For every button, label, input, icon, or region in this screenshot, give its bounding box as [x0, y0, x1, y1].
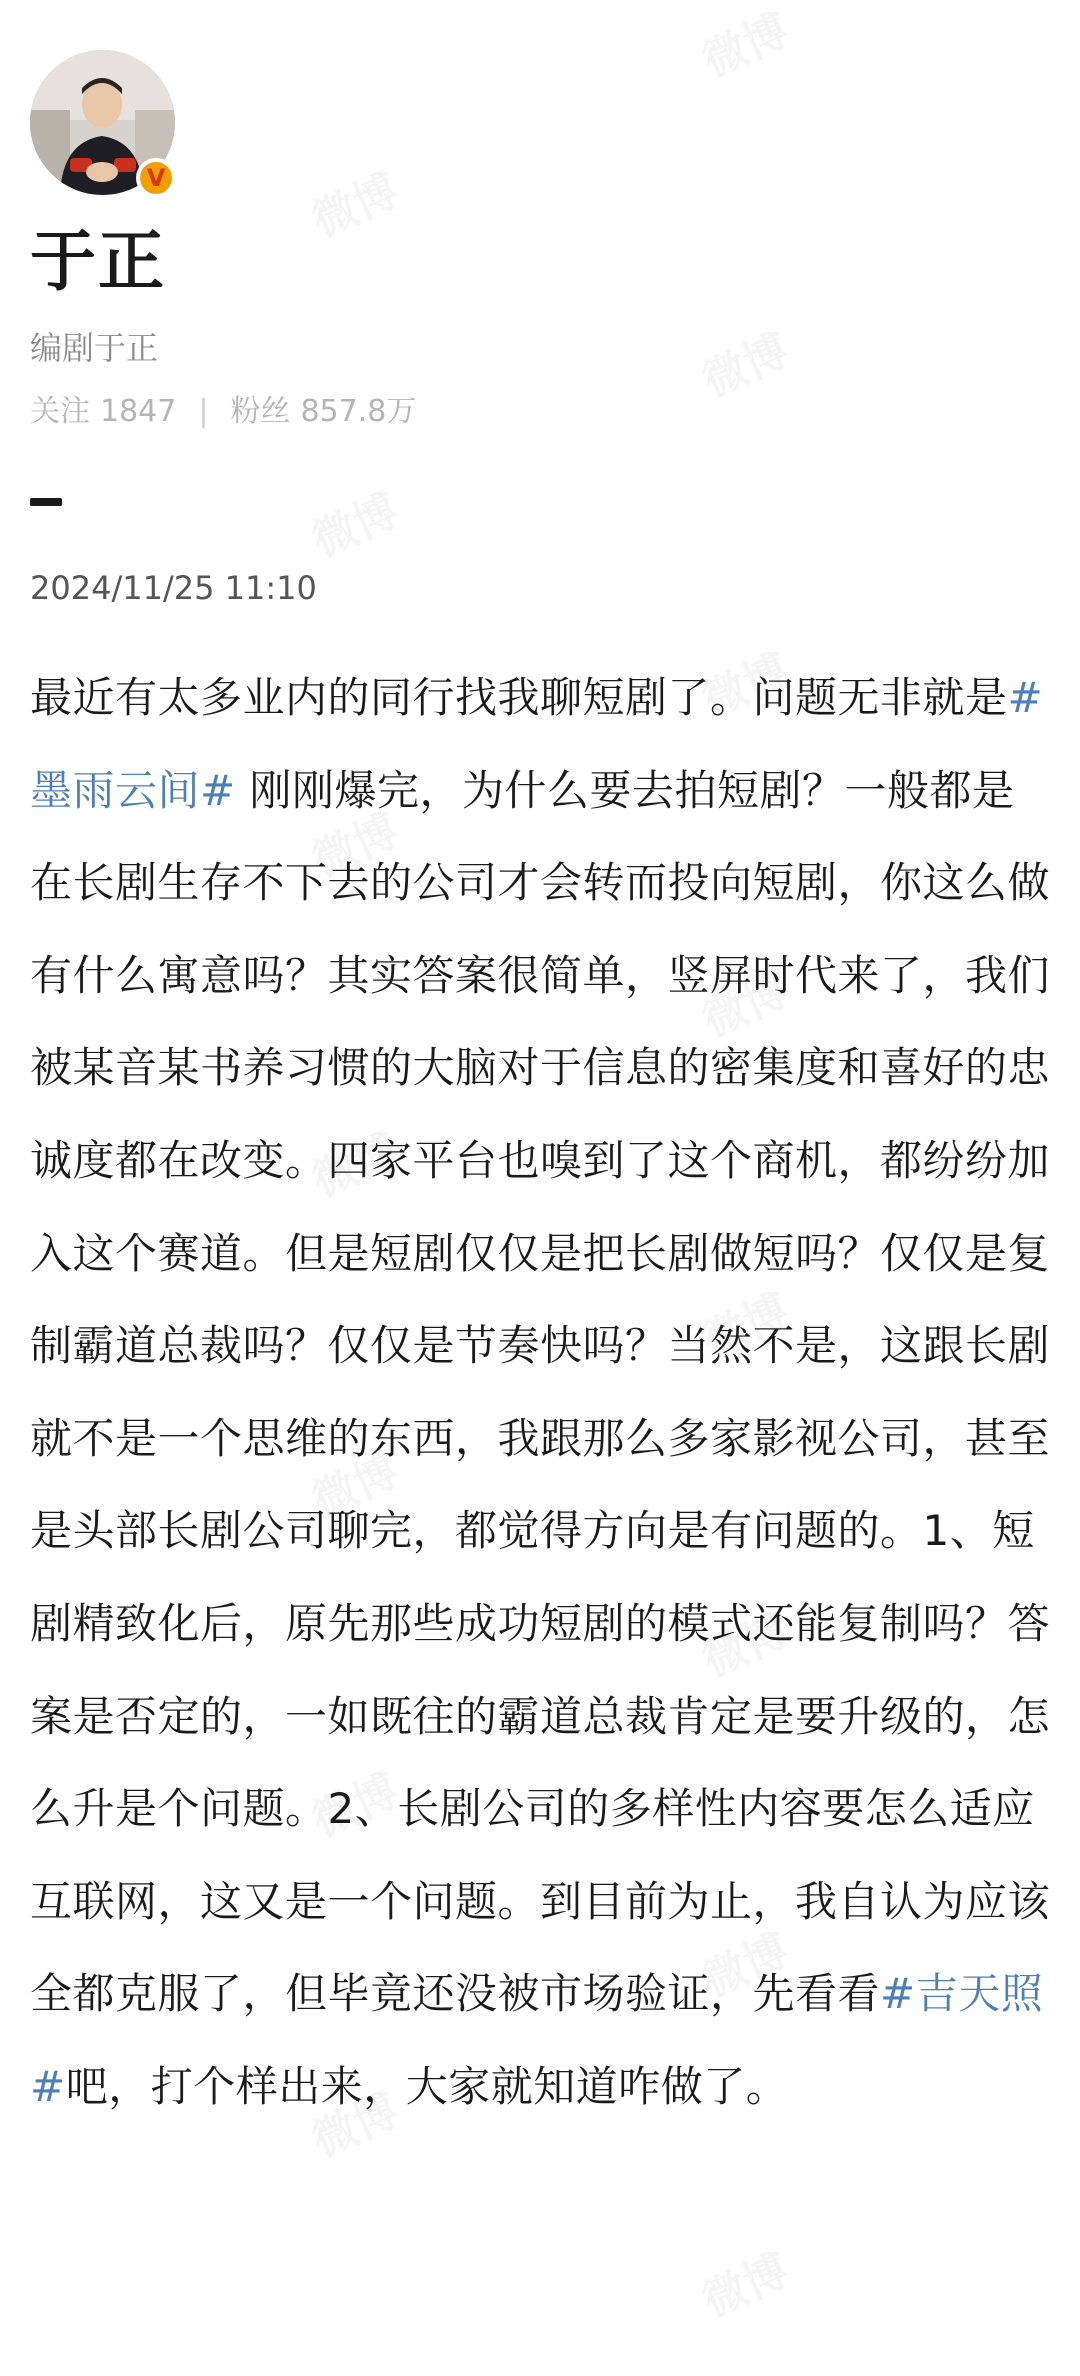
profile-bio: 编剧于正: [30, 329, 159, 367]
post-body: [30, 652, 1050, 2134]
watermark: [691, 2235, 797, 2329]
following-count[interactable]: 1847: [100, 394, 177, 429]
watermark: [691, 315, 797, 409]
profile-name[interactable]: 于正: [30, 223, 166, 300]
section-divider: [30, 498, 62, 506]
following-label[interactable]: 关注: [30, 394, 90, 429]
followers-count[interactable]: 857.8万: [300, 394, 417, 429]
watermark: [301, 475, 407, 569]
topic-link[interactable]: #吉天照#: [30, 1969, 1044, 2111]
verified-badge-icon: V: [136, 158, 176, 198]
post-timestamp: 2024/11/25 11:10: [30, 569, 317, 607]
watermark: [301, 155, 407, 249]
stats-separator: |: [198, 394, 209, 429]
profile-stats: [30, 390, 416, 434]
post-text: 吧，打个样出来，大家就知道咋做了。: [65, 2061, 789, 2111]
topic-link[interactable]: #墨雨云间#: [30, 673, 1044, 815]
watermark: [691, 0, 797, 89]
followers-label[interactable]: 粉丝: [230, 394, 291, 429]
post-text: 刚刚爆完，为什么要去拍短剧？一般都是在长剧生存不下去的公司才会转而投向短剧，你这么做有什么寓意吗？其实答案很简单，竖屏时代来了，我们被某音某书养习惯的大脑对于信息的密集度和喜好的忠诚度都在改变。四家平台也嗅到了这个商机，都纷纷加入这个赛道。但是短剧仅仅是把长剧做短吗？仅仅是复制霸道总裁吗？仅仅是节奏快吗？当然不是，这跟长剧就不是一个思维的东西，我跟那么多家影视公司，甚至是头部长剧公司聊完，都觉得方向是有问题的。1、短剧精致化后，原先那些成功短剧的模式还能复制吗？答案是否定的，一如既往的霸道总裁肯定是要升级的，怎么升是个问题。2、长剧公司的多样性内容要怎么适应互联网，这又是一个问题。到目前为止，我自认为应该全都克服了，但毕竟还没被市场验证，先看看: [30, 765, 1051, 2019]
post-text: 最近有太多业内的同行找我聊短剧了。问题无非就是: [30, 673, 1008, 722]
